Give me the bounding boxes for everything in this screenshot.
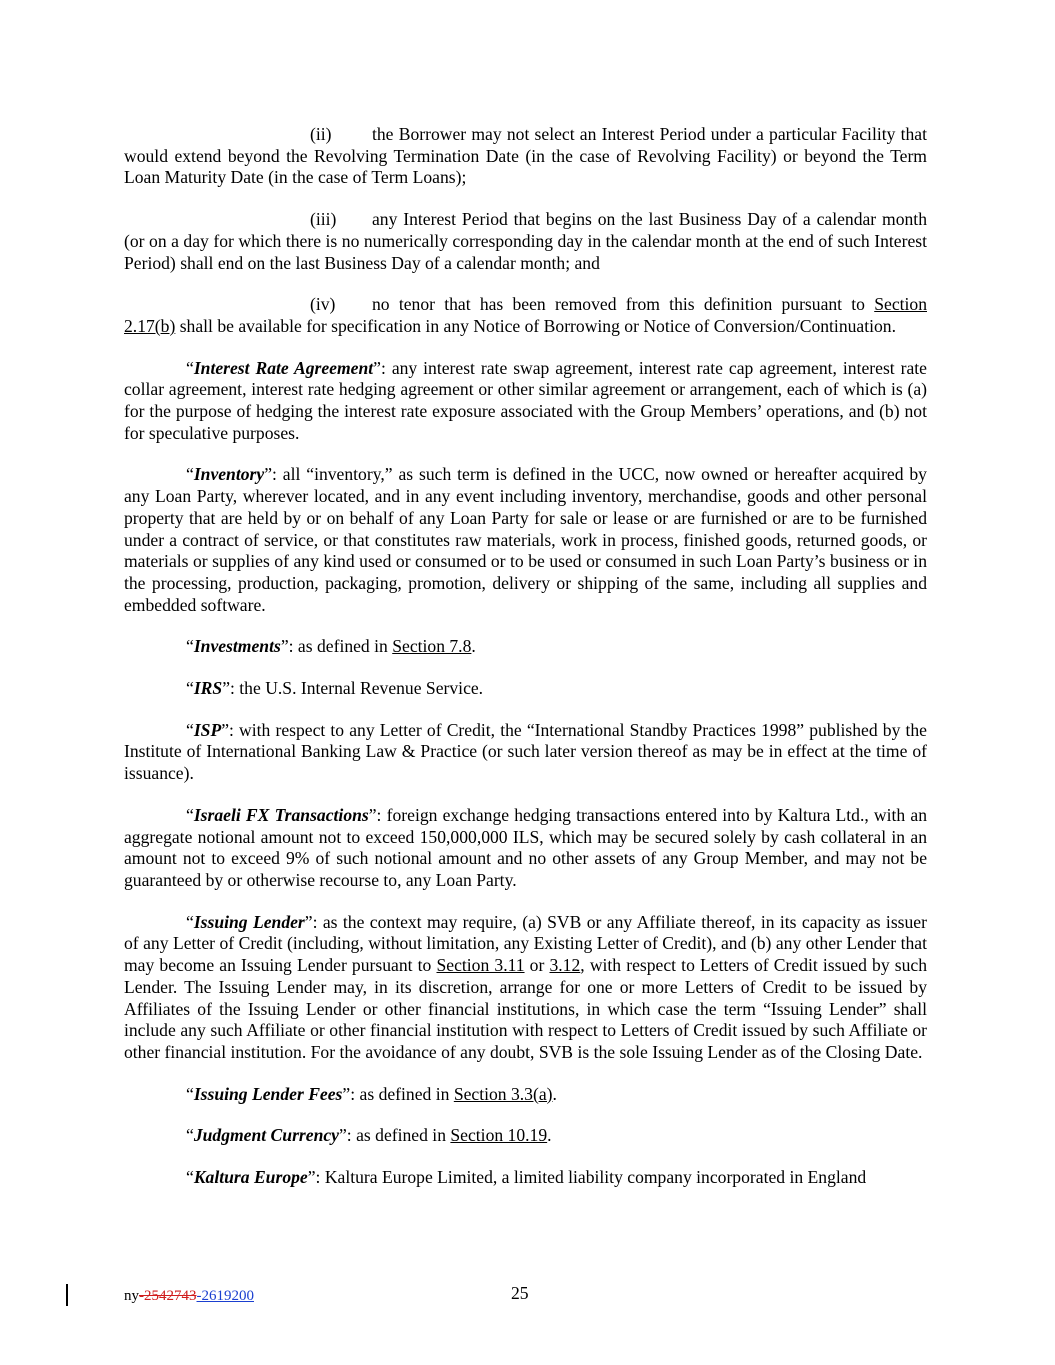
definition-kaltura-europe: “Kaltura Europe”: Kaltura Europe Limited, a limited liability company incorporated in England: [186, 1167, 867, 1188]
defined-term: Issuing Lender Fees: [193, 1083, 343, 1104]
page-number: 25: [511, 1283, 529, 1303]
document-id-footer: [124, 1286, 254, 1306]
definition-investments: “Investments”: as defined in Section 7.8.: [186, 636, 476, 657]
section-reference: Section 7.8: [392, 636, 472, 657]
definition-interest-rate-agreement: “Interest Rate Agreement”: any interest rate swap agreement, interest rate cap agreement, interest rate collar agreement, interest rate hedging agreement or other similar agreement or arrangement, each of which is (a) for the purpose of hedging the interest rate exposure associated with the Group Members’ operations, and (b) not for speculative purposes.: [124, 357, 927, 443]
document-body: [124, 124, 927, 1209]
revision-change-bar: [66, 1284, 68, 1306]
definition-text: , with respect to Letters of Credit issued by such Lender. The Issuing Lender may, in its discretion, arrange for one or more Letters of Credit to be issued by Affiliates of the Issuing Lender or other financial institutions, in which case the term “Issuing Lender” shall include any such Affiliate or other financial institution with respect to Letters of Credit issued by such Affiliate or other financial institution. For the avoidance of any doubt, SVB is the sole Issuing Lender as of the Closing Date.: [124, 955, 927, 1062]
definition-text: as defined in: [297, 636, 393, 657]
section-reference: 3.12: [549, 955, 581, 976]
clause-text: shall be available for specification in any Notice of Borrowing or Notice of Conversion/Continuation.: [175, 315, 896, 336]
defined-term: IRS: [193, 678, 223, 699]
definition-text: any interest rate swap agreement, interest rate cap agreement, interest rate collar agreement, interest rate hedging agreement or other similar agreement or arrangement, each of which is (a) for the purpose of hedging the interest rate exposure associated with the Group Members’ operations, and (b) not for speculative purposes.: [124, 357, 927, 443]
definition-text: with respect to any Letter of Credit, the “International Standby Practices 1998” published by the Institute of International Banking Law & Practice (or such later version thereof as may be in effect at the time of issuance).: [124, 719, 927, 784]
deleted-doc-id: -2542743: [139, 1288, 197, 1304]
definition-text: .: [552, 1083, 557, 1104]
defined-term: Interest Rate Agreement: [193, 357, 374, 378]
inserted-doc-id: -2619200: [196, 1288, 254, 1304]
definition-text: Kaltura Europe Limited, a limited liability company incorporated in England: [324, 1167, 867, 1188]
defined-term: Israeli FX Transactions: [193, 804, 369, 825]
definition-text: foreign exchange hedging transactions entered into by Kaltura Ltd., with an aggregate notional amount not to exceed 150,000,000 ILS, which may be secured solely by cash collateral in an amount not to exceed 9% of such notional amount and no other assets of any Group Member, and may not be guaranteed by or otherwise recourse to, any Loan Party.: [124, 804, 927, 890]
definition-isp: “ISP”: with respect to any Letter of Credit, the “International Standby Practices 1998” published by the Institute of International Banking Law & Practice (or such later version thereof as may be in effect at the time of issuance).: [124, 719, 927, 784]
clause-ii: [124, 124, 927, 189]
clause-marker: (iv): [310, 294, 336, 315]
clause-text: any Interest Period that begins on the last Business Day of a calendar month (or on a day for which there is no numerically corresponding day in the calendar month at the end of such Interest Period) shall end on the last Business Day of a calendar month; and: [124, 209, 927, 273]
doc-prefix: ny: [124, 1288, 139, 1304]
definition-israeli-fx-transactions: “Israeli FX Transactions”: foreign exchange hedging transactions entered into by Kaltura Ltd., with an aggregate notional amount not to exceed 150,000,000 ILS, which may be secured solely by cash collateral in an amount not to exceed 9% of such notional amount and no other assets of any Group Member, and may not be guaranteed by or otherwise recourse to, any Loan Party.: [124, 804, 927, 890]
definition-text: .: [471, 636, 476, 657]
definition-issuing-lender: “Issuing Lender”: as the context may require, (a) SVB or any Affiliate thereof, in its capacity as issuer of any Letter of Credit (including, without limitation, any Existing Letter of Credit), and (b) any other Lender that may become an Issuing Lender pursuant to Section 3.11 or 3.12, with respect to Letters of Credit issued by such Lender. The Issuing Lender may, in its discretion, arrange for one or more Letters of Credit to be issued by Affiliates of the Issuing Lender or other financial institutions, in which case the term “Issuing Lender” shall include any such Affiliate or other financial institution with respect to Letters of Credit issued by such Affiliate or other financial institution. For the avoidance of any doubt, SVB is the sole Issuing Lender as of the Closing Date.: [124, 911, 927, 1062]
definition-inventory: “Inventory”: all “inventory,” as such term is defined in the UCC, now owned or hereafter acquired by any Loan Party, wherever located, and in any event including inventory, merchandise, goods and other personal property that are held by or on behalf of any Loan Party for sale or lease or are furnished or are to be furnished under a contract of service, or that constitutes raw materials, work in process, finished goods, returned goods, or materials or supplies of any kind used or consumed or to be used or consumed in such Loan Party’s business or in the processing, production, packaging, promotion, delivery or shipping of the same, including all supplies and embedded software.: [124, 464, 927, 615]
clause-marker: (iii): [310, 209, 337, 230]
defined-term: Investments: [193, 636, 281, 657]
definition-text: as defined in: [356, 1125, 451, 1146]
section-reference: Section 2.17(b): [124, 294, 927, 336]
defined-term: Issuing Lender: [193, 911, 305, 932]
defined-term: Inventory: [193, 464, 265, 485]
defined-term: ISP: [193, 719, 222, 740]
defined-term: Judgment Currency: [193, 1125, 339, 1146]
definition-text: as the context may require, (a) SVB or any Affiliate thereof, in its capacity as issuer of any Letter of Credit (including, without limitation, any Existing Letter of Credit), and (b) any other Lender that may become an Issuing Lender pursuant to: [124, 911, 927, 976]
definition-irs: “IRS”: the U.S. Internal Revenue Service.: [186, 678, 484, 699]
definition-text: or: [524, 955, 550, 976]
defined-term: Kaltura Europe: [193, 1167, 308, 1188]
clause-text: no tenor that has been removed from this definition pursuant to: [372, 294, 875, 315]
clause-marker: (ii): [310, 124, 332, 144]
definition-issuing-lender-fees: “Issuing Lender Fees”: as defined in Section 3.3(a).: [186, 1083, 557, 1104]
clause-iv: [124, 294, 927, 337]
section-reference: Section 10.19: [450, 1125, 548, 1146]
definition-text: as defined in: [359, 1083, 454, 1104]
clause-iii: [124, 209, 927, 274]
section-reference: Section 3.3(a): [453, 1083, 553, 1104]
section-reference: Section 3.11: [436, 955, 525, 976]
clause-text: the Borrower may not select an Interest Period under a particular Facility that would extend beyond the Revolving Termination Date (in the case of Revolving Facility) or beyond the Term Loan Maturity Date (in the case of Term Loans);: [124, 124, 927, 188]
definition-text: .: [547, 1125, 552, 1146]
definition-text: all “inventory,” as such term is defined in the UCC, now owned or hereafter acquired by any Loan Party, wherever located, and in any event including inventory, merchandise, goods and other personal property that are held by or on behalf of any Loan Party for sale or lease or are furnished or are to be furnished under a contract of service, or that constitutes raw materials, work in process, finished goods, returned goods, or materials or supplies of any kind used or consumed or to be used or consumed in such Loan Party’s business or in the processing, production, packaging, promotion, delivery or shipping of the same, including all supplies and embedded software.: [124, 464, 927, 615]
definition-judgment-currency: “Judgment Currency”: as defined in Section 10.19.: [186, 1125, 552, 1146]
definition-text: the U.S. Internal Revenue Service.: [239, 678, 484, 699]
